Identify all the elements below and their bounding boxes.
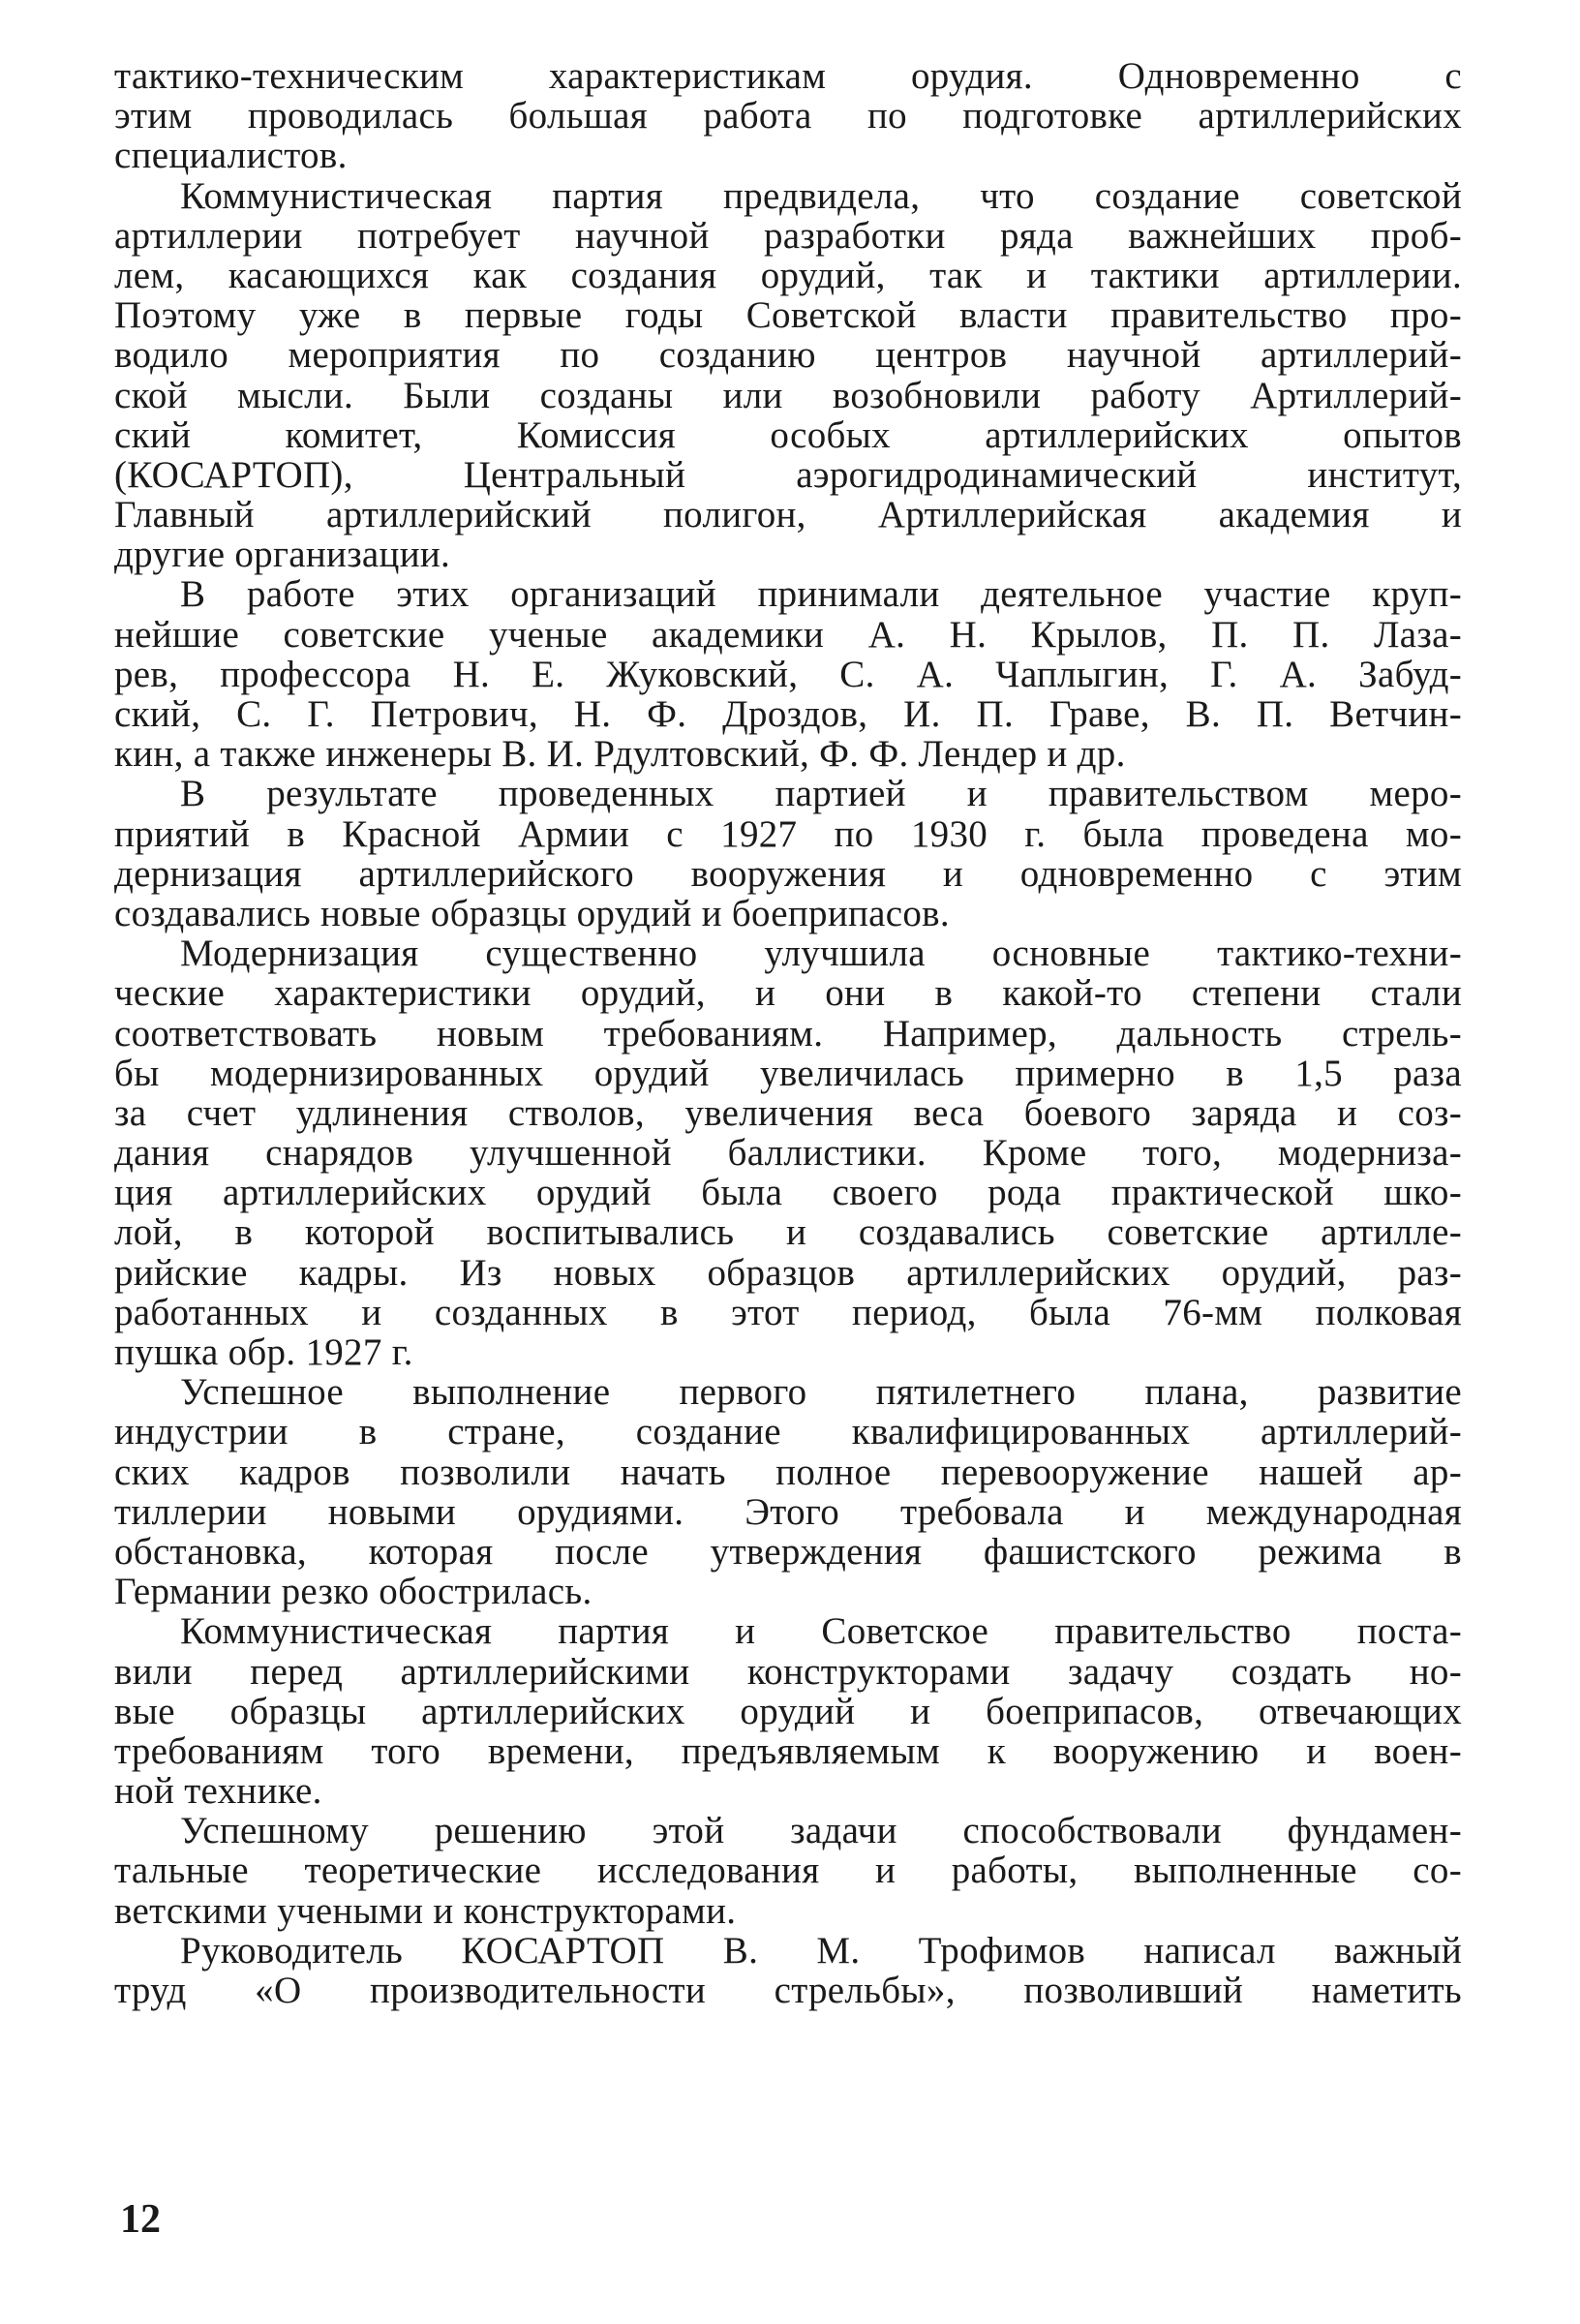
- text-line: В результате проведенных партией и правительством меро-: [180, 773, 1462, 815]
- page-body: [114, 56, 1462, 2010]
- text-line: рийские кадры. Из новых образцов артиллерийских орудий, раз-: [114, 1251, 1462, 1294]
- text-line: ция артиллерийских орудий была своего рода практической шко-: [114, 1172, 1462, 1214]
- text-line: ной технике.: [114, 1770, 322, 1813]
- paragraph: [114, 574, 1462, 774]
- text-line: требованиям того времени, предъявляемым к вооружению и воен-: [114, 1729, 1462, 1772]
- text-line: обстановка, которая после утверждения фашистского режима в: [114, 1530, 1462, 1573]
- text-line: дернизация артиллерийского вооружения и одновременно с этим: [114, 852, 1462, 895]
- text-line: Коммунистическая партия и Советское правительство поста-: [180, 1610, 1462, 1653]
- text-line: вые образцы артиллерийских орудий и боеприпасов, отвечающих: [114, 1690, 1462, 1732]
- text-line: дания снарядов улучшенной баллистики. Кроме того, модерниза-: [114, 1132, 1462, 1175]
- text-line: тальные теоретические исследования и работы, выполненные со-: [114, 1850, 1462, 1892]
- paragraph: [114, 933, 1462, 1372]
- text-line: В работе этих организаций принимали деятельное участие круп-: [180, 573, 1462, 616]
- text-line: Германии резко обострилась.: [114, 1571, 592, 1613]
- text-line: другие организации.: [114, 534, 451, 576]
- text-line: рев, профессора Н. Е. Жуковский, С. А. Чаплыгин, Г. А. Забуд-: [114, 653, 1462, 695]
- paragraph: [114, 1811, 1462, 1931]
- text-line: ской мысли. Были созданы или возобновили работу Артиллерий-: [114, 374, 1462, 416]
- text-line: нейшие советские ученые академики А. Н. Крылов, П. П. Лаза-: [114, 613, 1462, 656]
- text-line: Модернизация существенно улучшила основные тактико-техни-: [180, 933, 1462, 975]
- text-line: Коммунистическая партия предвидела, что создание советской: [180, 174, 1462, 217]
- paragraph: [114, 176, 1462, 575]
- paragraph: [114, 56, 1462, 176]
- text-line: этим проводилась большая работа по подготовке артиллерийских: [114, 95, 1462, 138]
- paragraph: [114, 1931, 1462, 2010]
- text-line: кин, а также инженеры В. И. Рдултовский, Ф. Ф. Лендер и др.: [114, 733, 1126, 776]
- text-line: Успешному решению этой задачи способствовали фундамен-: [180, 1810, 1462, 1852]
- text-line: (КОСАРТОП), Центральный аэрогидродинамический институт,: [114, 453, 1462, 496]
- paragraph: [114, 774, 1462, 933]
- text-line: водило мероприятия по созданию центров научной артиллерий-: [114, 334, 1462, 377]
- text-line: работанных и созданных в этот период, была 76-мм полковая: [114, 1291, 1462, 1333]
- text-line: лой, в которой воспитывались и создавались советские артилле-: [114, 1211, 1462, 1254]
- text-line: лем, касающихся как создания орудий, так и тактики артиллерии.: [114, 254, 1462, 296]
- text-line: Успешное выполнение первого пятилетнего плана, развитие: [180, 1371, 1462, 1414]
- text-line: вили перед артиллерийскими конструкторами задачу создать но-: [114, 1650, 1462, 1693]
- paragraph: [114, 1611, 1462, 1811]
- text-line: приятий в Красной Армии с 1927 по 1930 г. была проведена мо-: [114, 812, 1462, 855]
- text-line: Руководитель КОСАРТОП В. М. Трофимов написал важный: [180, 1929, 1462, 1972]
- text-line: ский, С. Г. Петрович, Н. Ф. Дроздов, И. П. Граве, В. П. Ветчин-: [114, 693, 1462, 735]
- text-line: ветскими учеными и конструкторами.: [114, 1889, 737, 1932]
- paragraph: [114, 1372, 1462, 1611]
- text-line: ский комитет, Комиссия особых артиллерийских опытов: [114, 413, 1462, 456]
- text-line: тиллерии новыми орудиями. Этого требовала и международная: [114, 1490, 1462, 1533]
- text-line: ческие характеристики орудий, и они в какой-то степени стали: [114, 972, 1462, 1015]
- text-line: труд «О производительности стрельбы», позволивший наметить: [114, 1970, 1462, 2011]
- page-number: 12: [120, 2197, 161, 2242]
- text-line: специалистов.: [114, 135, 348, 177]
- text-line: бы модернизированных орудий увеличилась примерно в 1,5 раза: [114, 1052, 1462, 1094]
- text-line: ских кадров позволили начать полное перевооружение нашей ар-: [114, 1451, 1462, 1493]
- text-line: Главный артиллерийский полигон, Артиллерийская академия и: [114, 494, 1462, 536]
- text-line: артиллерии потребует научной разработки ряда важнейших проб-: [114, 214, 1462, 257]
- text-line: соответствовать новым требованиям. Например, дальность стрель-: [114, 1012, 1462, 1055]
- text-line: пушка обр. 1927 г.: [114, 1331, 413, 1373]
- text-line: создавались новые образцы орудий и боеприпасов.: [114, 892, 950, 934]
- text-line: за счет удлинения стволов, увеличения веса боевого заряда и соз-: [114, 1091, 1462, 1134]
- text-line: Поэтому уже в первые годы Советской власти правительство про-: [114, 294, 1462, 337]
- text-line: индустрии в стране, создание квалифицированных артиллерий-: [114, 1411, 1462, 1453]
- text-line: тактико-техническим характеристикам орудия. Одновременно с: [114, 55, 1462, 97]
